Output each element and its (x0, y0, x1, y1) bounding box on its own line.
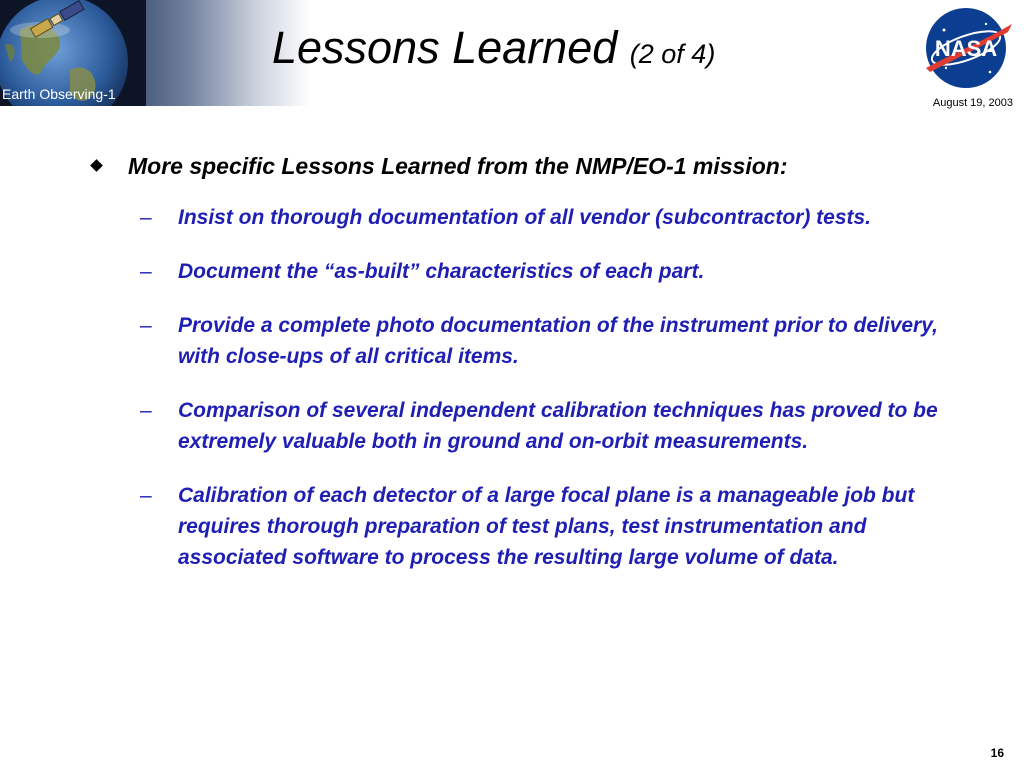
dash-bullet: – (140, 399, 152, 422)
main-bullet (88, 151, 968, 182)
list-item (140, 256, 968, 287)
dash-bullet: – (140, 314, 152, 337)
diamond-bullet-icon (90, 159, 103, 172)
dash-bullet: – (140, 484, 152, 507)
slide-title (272, 22, 715, 74)
list-item-text: Provide a complete photo documentation of the instrument prior to delivery, with close-ups of all critical items. (178, 314, 938, 368)
list-item (140, 395, 968, 457)
nasa-logo-icon (916, 2, 1020, 96)
main-bullet-text: More specific Lessons Learned from the NMP/EO-1 mission: (128, 153, 788, 179)
list-item (140, 202, 968, 233)
list-item-text: Insist on thorough documentation of all vendor (subcontractor) tests. (178, 206, 872, 229)
list-item (140, 480, 968, 573)
slide-content (88, 151, 968, 596)
svg-text:NASA: NASA (934, 36, 998, 61)
dash-bullet: – (140, 260, 152, 283)
page-number: 16 (990, 746, 1004, 760)
title-main: Lessons Learned (272, 22, 618, 73)
slide-date: August 19, 2003 (932, 97, 1013, 109)
dash-bullet: – (140, 206, 152, 229)
list-item-text: Document the “as-built” characteristics of each part. (178, 260, 705, 283)
list-item (140, 310, 968, 372)
title-sub: (2 of 4) (629, 39, 716, 69)
list-item-text: Calibration of each detector of a large focal plane is a manageable job but requires thorough preparation of test plans, test instrumentation and associated software to process the resulting large volume of data. (178, 484, 915, 569)
list-item-text: Comparison of several independent calibration techniques has proved to be extremely valuable both in ground and on-orbit measurements. (178, 399, 938, 453)
mission-label: Earth Observing-1 (2, 86, 116, 102)
sub-bullet-list (88, 202, 968, 573)
